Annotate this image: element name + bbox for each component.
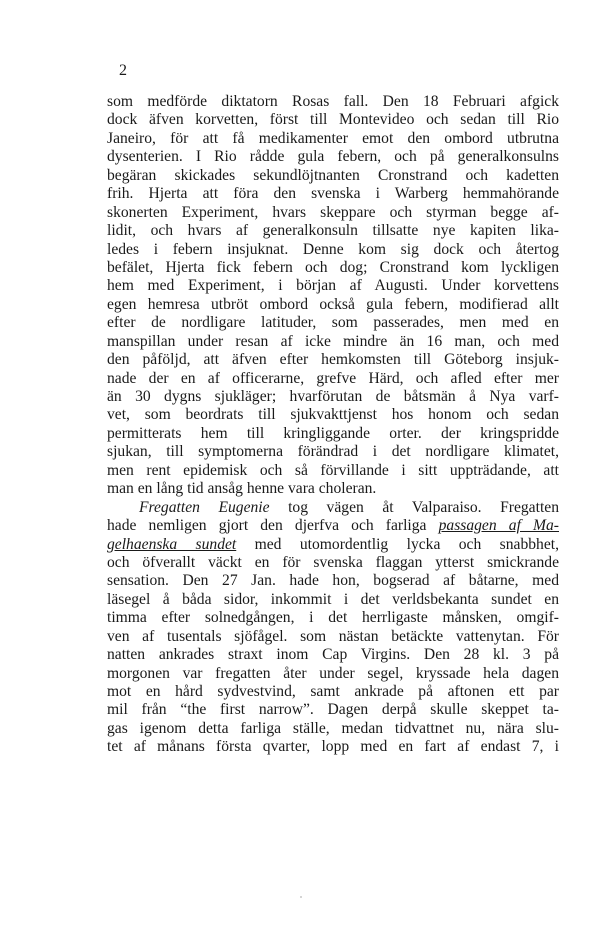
text-line: dysenterien. I Rio rådde gula febern, och på generalkonsulns: [107, 148, 559, 166]
emphasized-phrase: passagen af Ma-: [438, 517, 559, 535]
text-line: begäran skickades sekundlöjtnanten Cronstrand och kadetten: [107, 166, 559, 184]
text-line: frih. Hjerta att föra den svenska i Warberg hemmahörande: [107, 185, 559, 203]
text-line: läsegel å båda sidor, inkommit i det verldsbekanta sundet en: [107, 590, 559, 608]
text-line: morgonen var fregatten åter under segel, kryssade hela dagen: [107, 664, 559, 682]
text-line: ledes i febern insjuknat. Denne kom sig dock och återtog: [107, 240, 559, 258]
text-line: efter de nordligare latituder, som passerades, men med en: [107, 314, 559, 332]
text-line: lidit, och hvars af generalkonsuln tillsatte nye kapiten lika-: [107, 222, 559, 240]
emphasized-phrase: gelhaenska sundet: [107, 535, 237, 553]
text-line: vet, som beordrats till sjukvakttjenst hos honom och sedan: [107, 406, 559, 424]
text-line: egen hemresa utbröt ombord också gula febern, modifierad allt: [107, 295, 559, 313]
text-line: [107, 517, 559, 535]
text-line: sensation. Den 27 Jan. hade hon, bogserad af båtarne, med: [107, 572, 559, 590]
text-line: ven af tusentals sjöfågel. som nästan betäckte vattenytan. För: [107, 627, 559, 645]
text-line: sjukan, till symptomerna förändrad i det nordligare klimatet,: [107, 443, 559, 461]
text-line: gas igenom detta farliga ställe, medan tidvattnet nu, nära slu-: [107, 719, 559, 737]
text-line: mot en hård sydvestvind, samt ankrade på aftonen ett par: [107, 683, 559, 700]
text-line: timma efter solnedgången, i det herrligaste månsken, omgif-: [107, 609, 559, 627]
text-run: tog vägen åt Valparaiso. Fregatten: [269, 498, 559, 516]
text-line: som medförde diktatorn Rosas fall. Den 18 Februari afgick: [107, 93, 559, 110]
text-line: tet af månans första qvarter, lopp med en fart af endast 7, i: [107, 738, 559, 756]
body-text: [107, 93, 559, 757]
text-line: den påföljd, att äfven efter hemkomsten till Göteborg insjuk-: [107, 351, 559, 369]
text-line: natten ankrades straxt inom Cap Virgins. Den 28 kl. 3 på: [107, 646, 559, 664]
text-line: Janeiro, för att få medikamenter emot den ombord utbrutna: [107, 129, 559, 147]
text-line: mil från “the first narrow”. Dagen derpå skulle skeppet ta-: [107, 701, 559, 719]
paragraph-start-line: [107, 499, 559, 517]
ship-name: Fregatten Eugenie: [139, 498, 270, 516]
text-line: befälet, Hjerta fick febern och dog; Cronstrand kom lyckligen: [107, 258, 559, 276]
text-run: med utomordentlig lycka och snabbhet,: [236, 535, 559, 553]
text-run: hade nemligen gjort den djerfva och farliga: [107, 517, 439, 535]
text-line: nade der en af officerarne, grefve Härd, och afled efter mer: [107, 369, 559, 387]
text-line: [107, 536, 559, 554]
text-line: och öfverallt väckt en för svenska flaggan ytterst smickrande: [107, 553, 559, 571]
text-line: skonerten Experiment, hvars skeppare och styrman begge af-: [107, 203, 559, 221]
text-line: permitterats hem till kringliggande orter. der kringspridde: [107, 424, 559, 442]
text-line: hem med Experiment, i början af Augusti. Under korvettens: [107, 277, 559, 295]
text-line: man en lång tid ansåg henne vara choleran.: [107, 480, 377, 498]
text-line: dock äfven korvetten, först till Montevideo och sedan till Rio: [107, 111, 559, 129]
text-line: än 30 dygns sjukläger; hvarförutan de båtsmän å Nya varf-: [107, 388, 559, 405]
page-number: 2: [119, 62, 127, 79]
paper-speck: [300, 896, 302, 898]
text-line: men rent epidemisk och så förvillande i sitt uppträdande, att: [107, 461, 559, 479]
text-line: manspillan under resan af icke mindre än 16 man, och med: [107, 332, 559, 350]
